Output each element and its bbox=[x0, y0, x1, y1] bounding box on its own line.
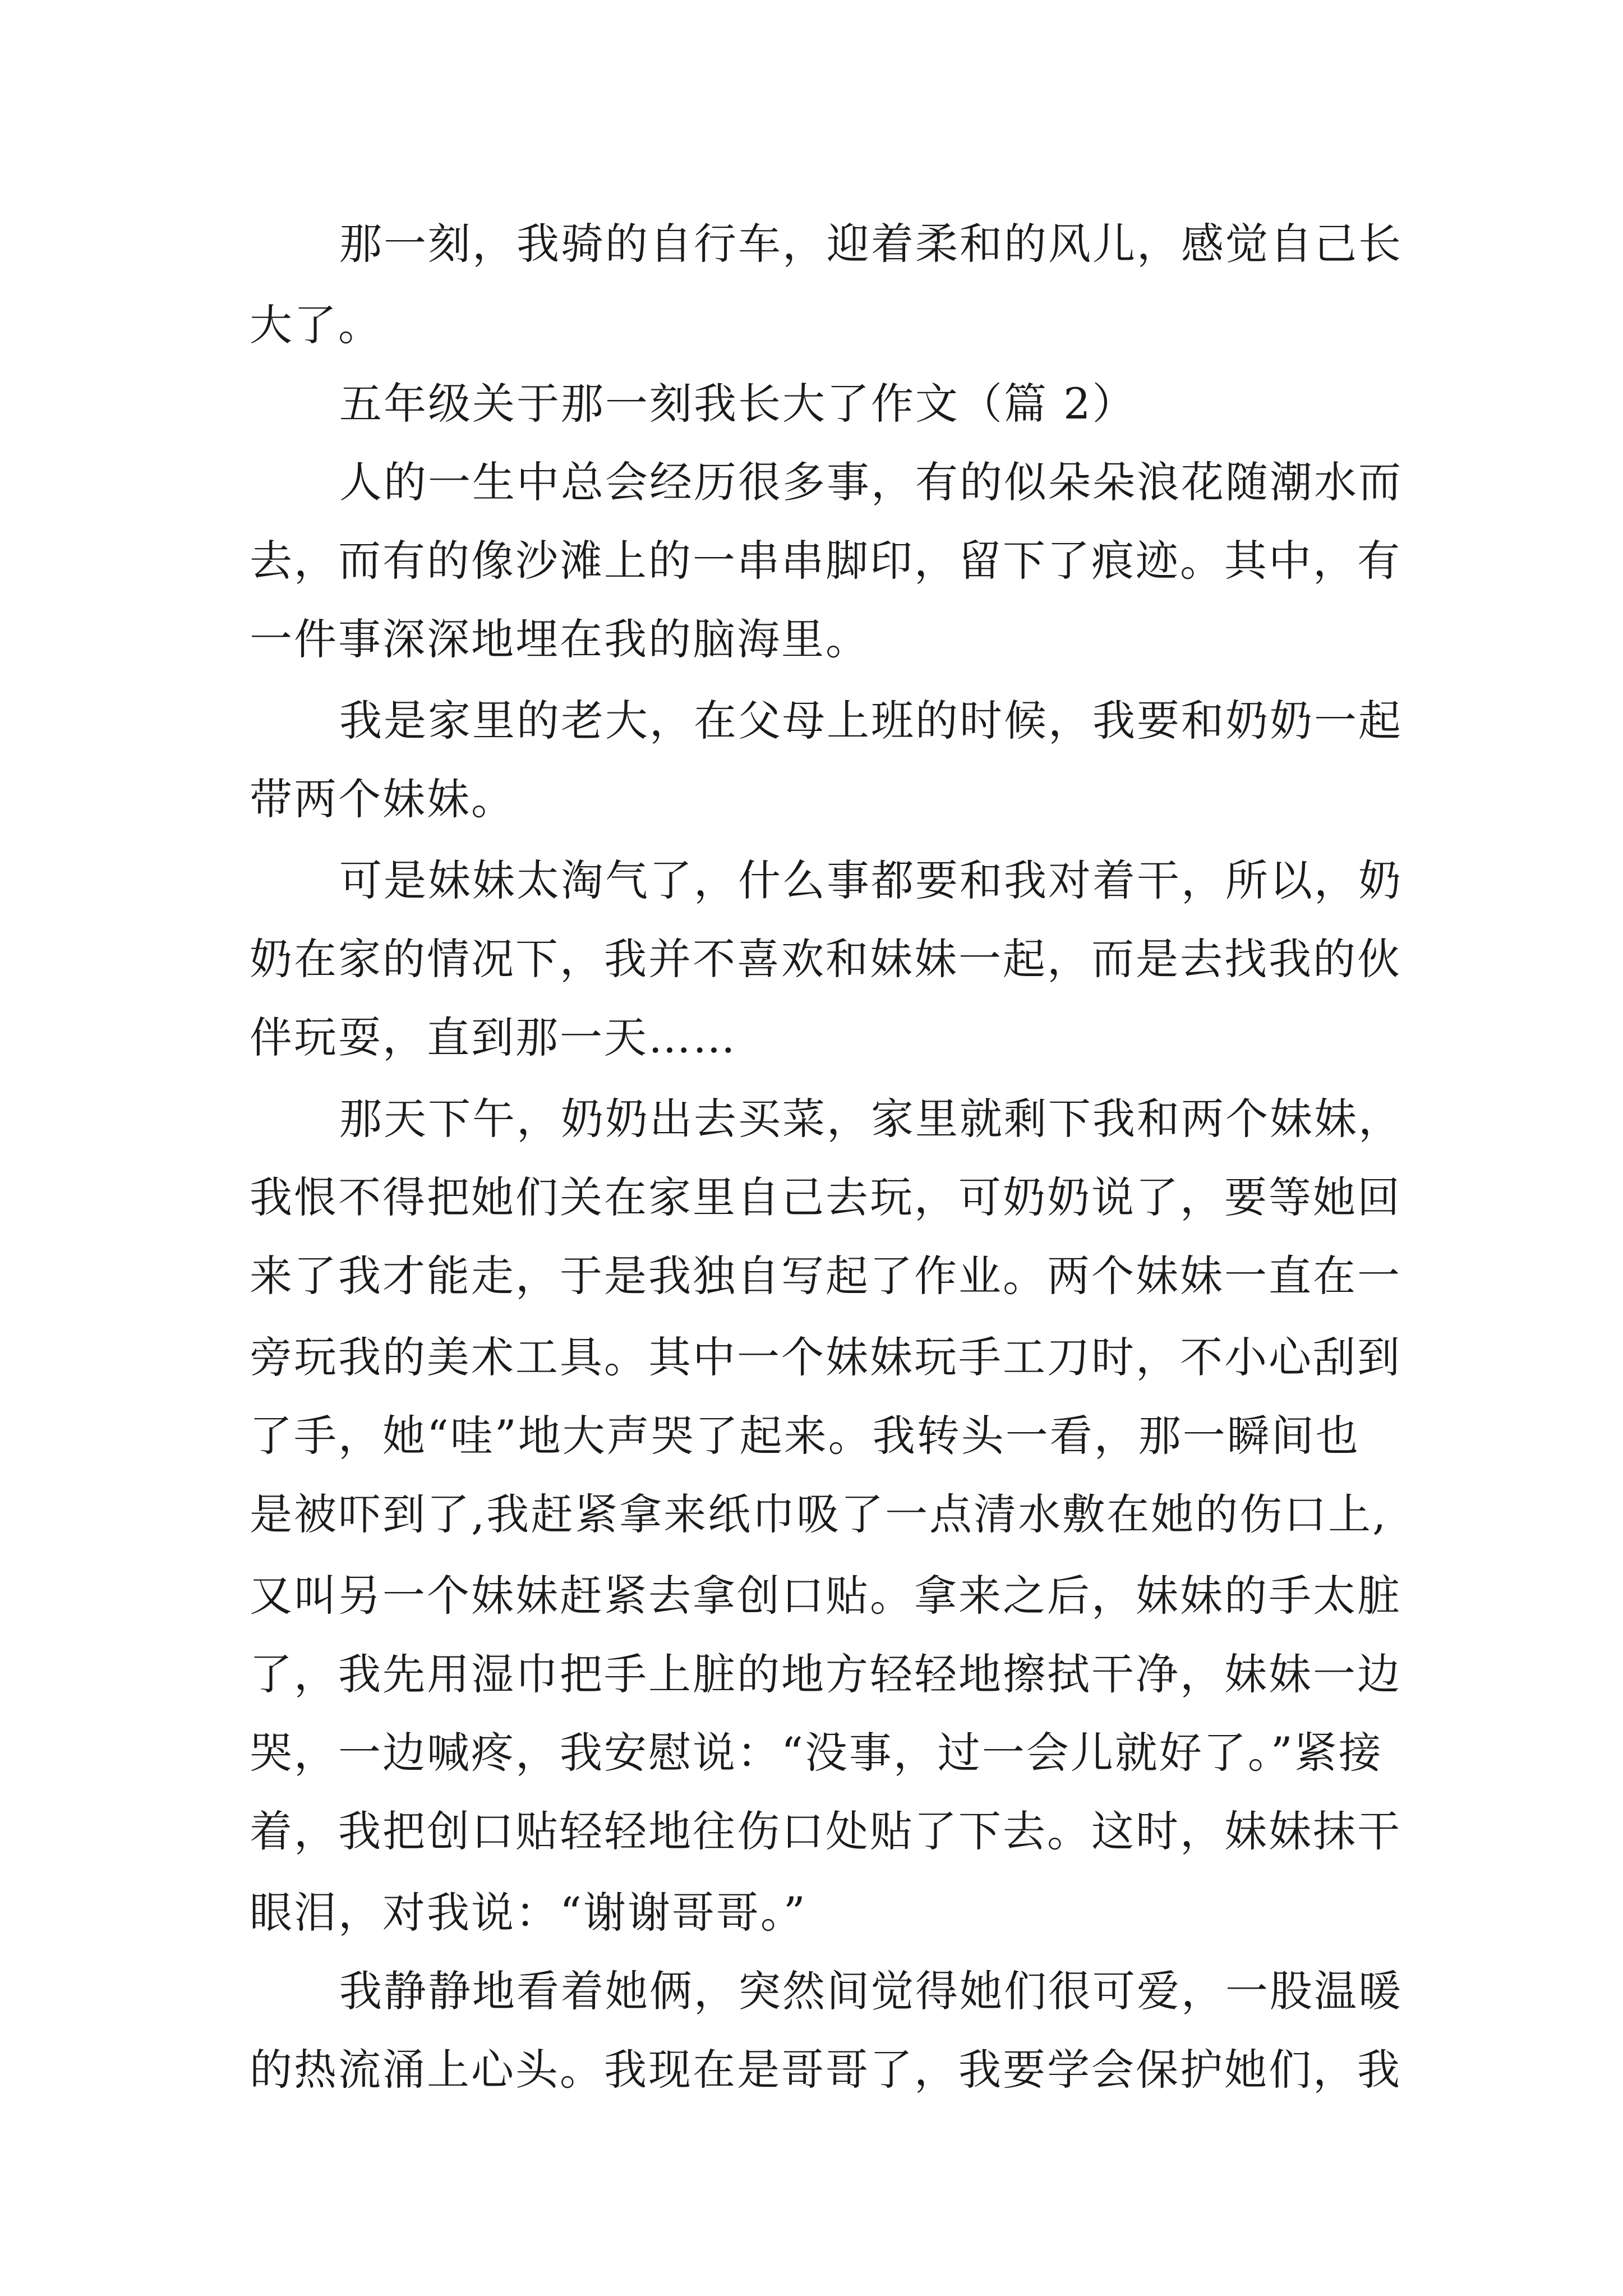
paragraph-line: 伴玩耍，直到那一天…… bbox=[250, 1013, 737, 1062]
paragraph-line: 着，我把创口贴轻轻地往伤口处贴了下去。这时，妹妹抹干 bbox=[250, 1806, 1401, 1856]
paragraph-line: 旁玩我的美术工具。其中一个妹妹玩手工刀时，不小心刮到 bbox=[250, 1332, 1401, 1382]
section-heading: 五年级关于那一刻我长大了作文（篇 2） bbox=[339, 379, 1137, 429]
paragraph-line: 我是家里的老大，在父母上班的时候，我要和奶奶一起 bbox=[339, 696, 1403, 746]
paragraph-line: 眼泪，对我说：“谢谢哥哥。” bbox=[250, 1888, 807, 1938]
paragraph-line: 一件事深深地埋在我的脑海里。 bbox=[250, 614, 870, 664]
paragraph-line: 我静静地看着她俩，突然间觉得她们很可爱，一股温暖 bbox=[339, 1966, 1403, 2016]
paragraph-line: 了，我先用湿巾把手上脏的地方轻轻地擦拭干净，妹妹一边 bbox=[250, 1649, 1401, 1699]
paragraph-line: 去，而有的像沙滩上的一串串脚印，留下了痕迹。其中，有 bbox=[250, 536, 1401, 586]
paragraph-line: 带两个妹妹。 bbox=[250, 774, 515, 824]
paragraph-line: 大了。 bbox=[250, 300, 382, 350]
paragraph-line: 人的一生中总会经历很多事，有的似朵朵浪花随潮水而 bbox=[339, 457, 1403, 507]
paragraph-line: 哭，一边喊疼，我安慰说：“没事，过一会儿就好了。”紧接 bbox=[250, 1728, 1383, 1778]
paragraph-line: 来了我才能走，于是我独自写起了作业。两个妹妹一直在一 bbox=[250, 1251, 1401, 1301]
paragraph-line: 奶在家的情况下，我并不喜欢和妹妹一起，而是去找我的伙 bbox=[250, 934, 1401, 984]
paragraph-line: 又叫另一个妹妹赶紧去拿创口贴。拿来之后，妹妹的手太脏 bbox=[250, 1571, 1401, 1621]
paragraph-line: 了手，她“哇”地大声哭了起来。我转头一看，那一瞬间也 bbox=[250, 1411, 1360, 1461]
paragraph-line: 可是妹妹太淘气了，什么事都要和我对着干，所以，奶 bbox=[339, 855, 1403, 905]
paragraph-line: 我恨不得把她们关在家里自己去玩，可奶奶说了，要等她回 bbox=[250, 1172, 1401, 1222]
paragraph-line: 那天下午，奶奶出去买菜，家里就剩下我和两个妹妹， bbox=[339, 1094, 1403, 1144]
paragraph-line: 的热流涌上心头。我现在是哥哥了，我要学会保护她们，我 bbox=[250, 2045, 1401, 2095]
paragraph-line: 那一刻，我骑的自行车，迎着柔和的风儿，感觉自己长 bbox=[339, 219, 1403, 269]
paragraph-line: 是被吓到了,我赶紧拿来纸巾吸了一点清水敷在她的伤口上, bbox=[250, 1489, 1388, 1539]
